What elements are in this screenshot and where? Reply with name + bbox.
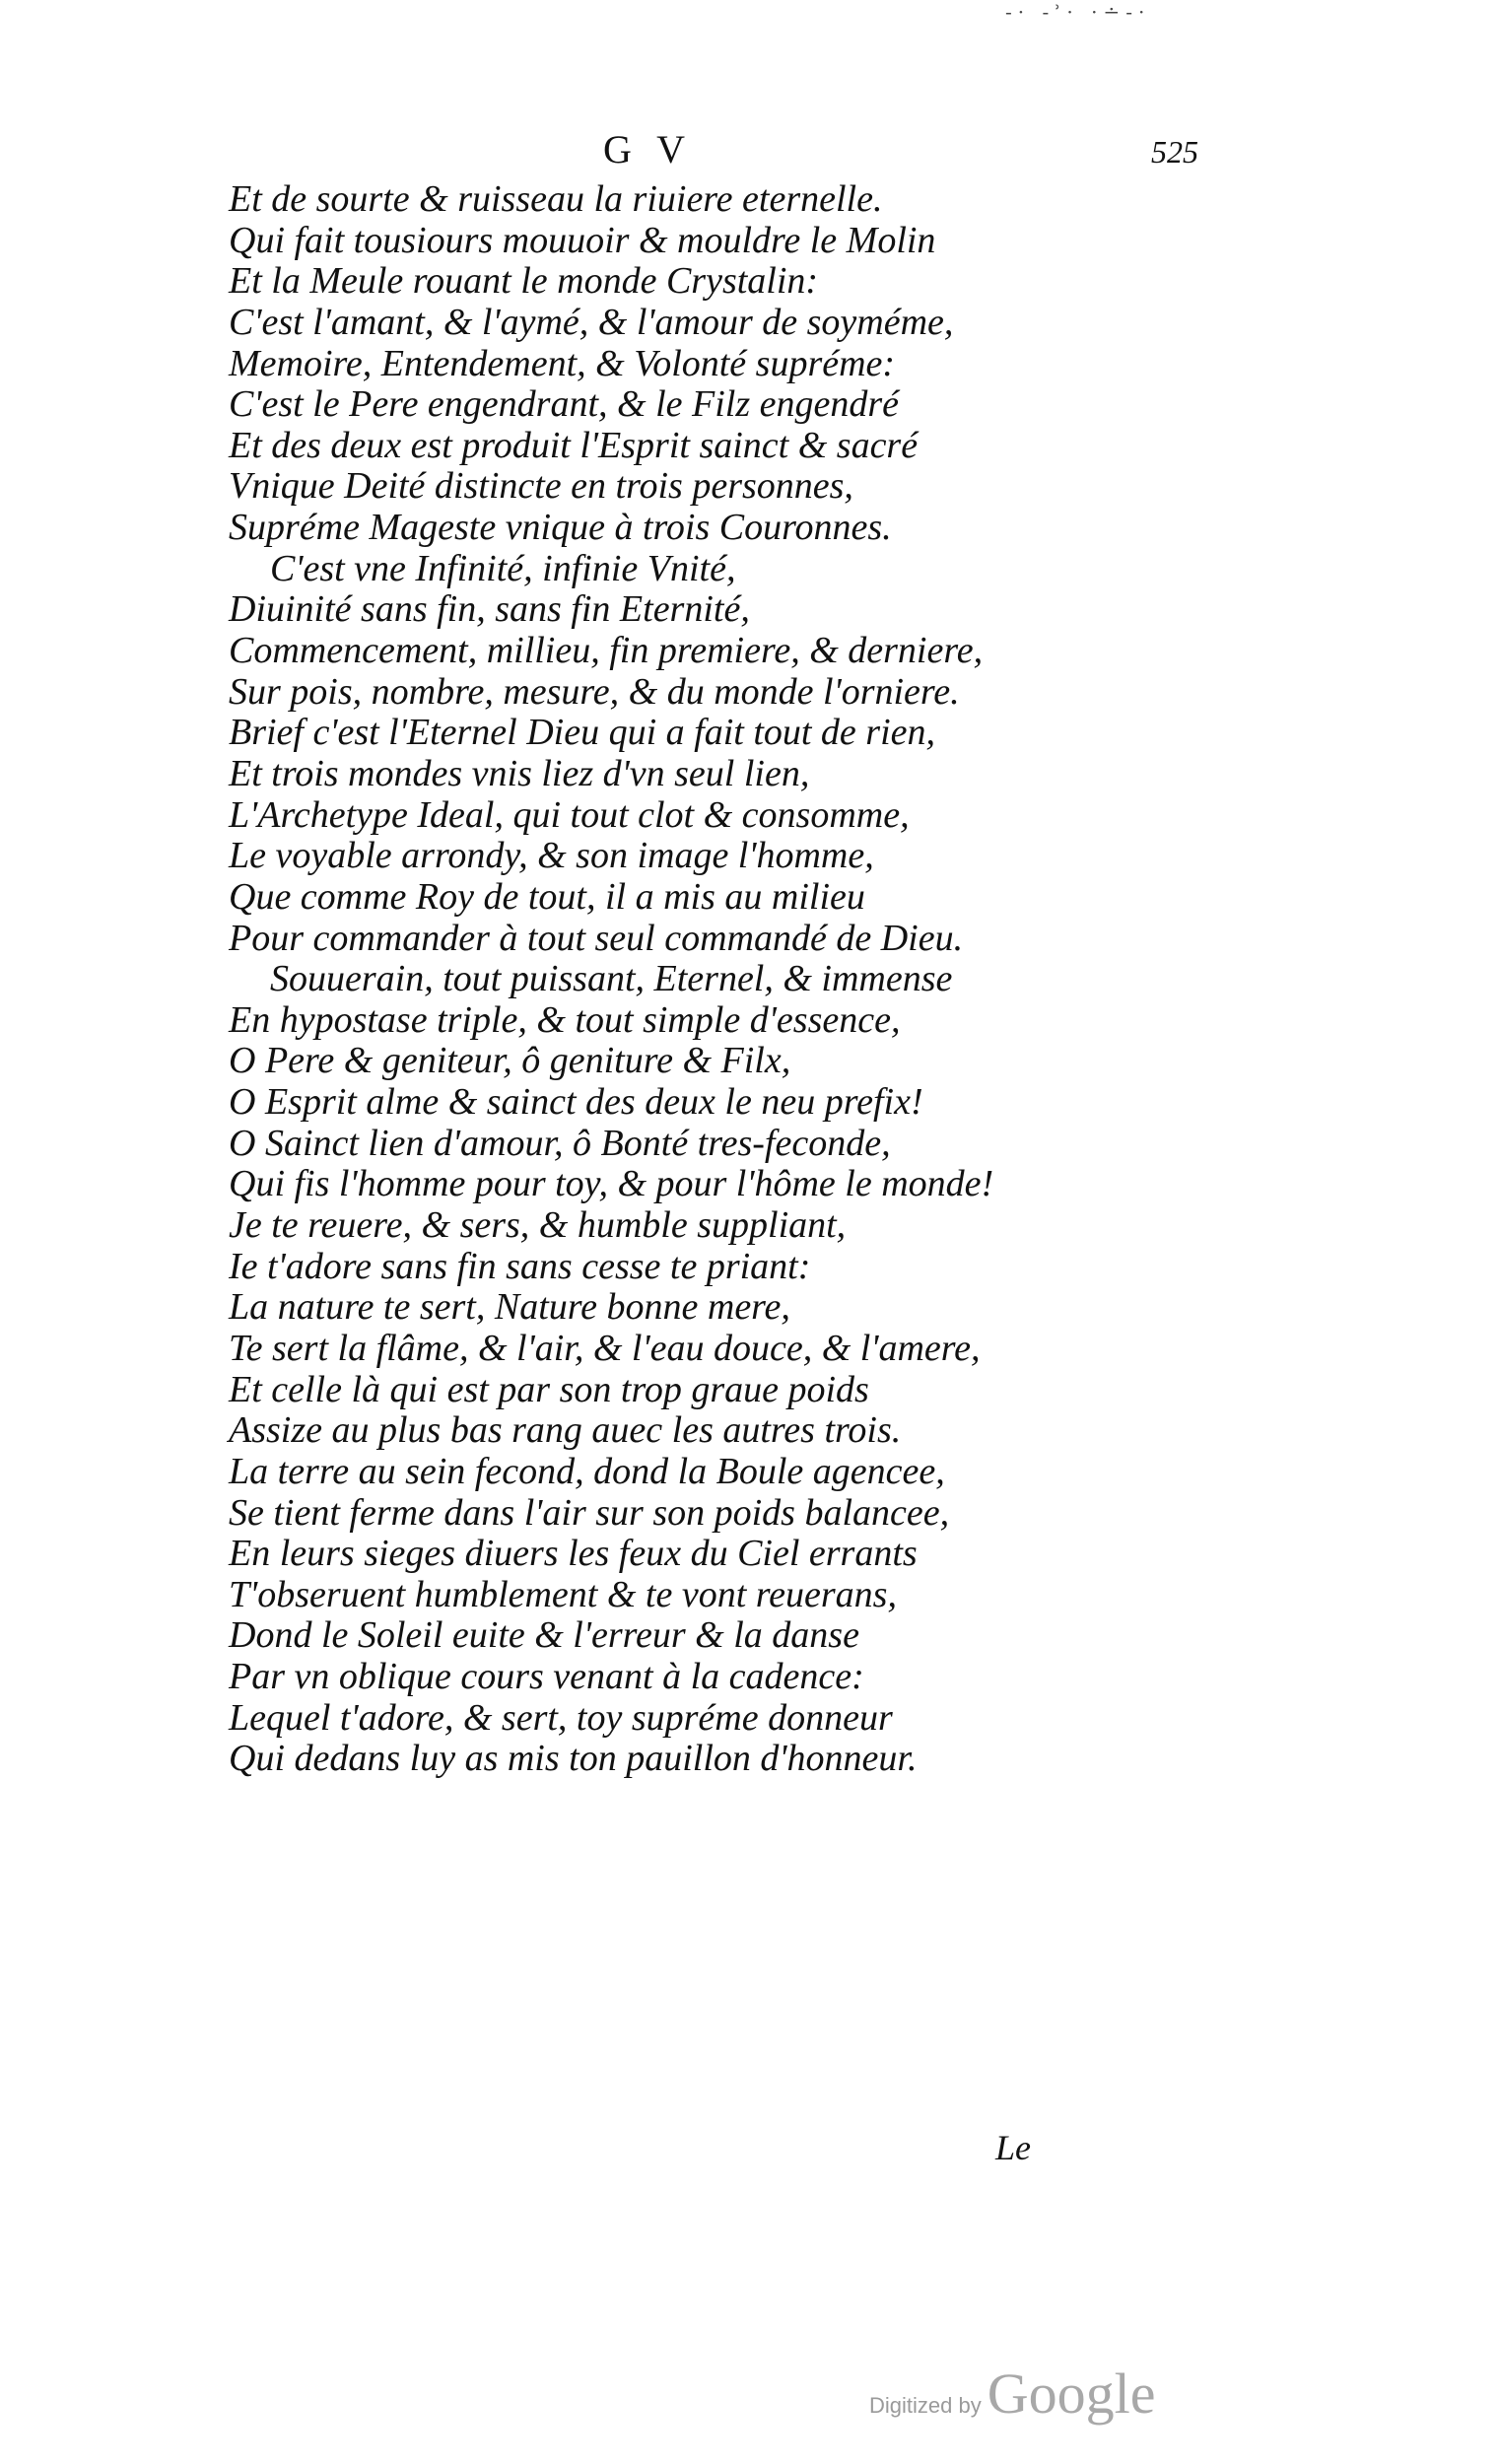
scan-speckle: -· -ʾ· ·∸-·	[1005, 0, 1151, 24]
google-logo: Google	[987, 2361, 1156, 2426]
poem-line: Qui fait tousiours mouuoir & mouldre le Molin	[229, 219, 936, 261]
poem-line: Je te reuere, & sers, & humble suppliant,	[229, 1204, 847, 1247]
poem-line: Se tient ferme dans l'air sur son poids balancee,	[229, 1491, 950, 1534]
running-head: G V	[603, 127, 694, 171]
poem-line: En hypostase triple, & tout simple d'essence,	[229, 998, 901, 1041]
poem-line: Te sert la flâme, & l'air, & l'eau douce, & l'amere,	[229, 1327, 981, 1369]
poem-line: Ie t'adore sans fin sans cesse te priant:	[229, 1245, 811, 1287]
poem-line: Supréme Mageste vnique à trois Couronnes.	[229, 507, 892, 549]
poem-line: O Pere & geniteur, ô geniture & Filx,	[229, 1040, 791, 1082]
poem-line: Memoire, Entendement, & Volonté supréme:	[229, 342, 896, 384]
poem-line: Sur pois, nombre, mesure, & du monde l'orniere.	[229, 670, 960, 713]
poem-line: Lequel t'adore, & sert, toy supréme donneur	[229, 1696, 893, 1739]
poem-line: T'obseruent humblement & te vont reuerans,	[229, 1573, 897, 1615]
poem-line: En leurs sieges diuers les feux du Ciel errants	[229, 1533, 918, 1575]
poem-line: C'est le Pere engendrant, & le Filz engendré	[229, 383, 899, 426]
digitized-label: Digitized by	[869, 2393, 982, 2418]
poem-line: O Sainct lien d'amour, ô Bonté tres-feconde,	[229, 1122, 891, 1164]
poem-line: Et trois mondes vnis liez d'vn seul lien,	[229, 752, 810, 794]
poem-line: Brief c'est l'Eternel Dieu qui a fait tout de rien,	[229, 712, 936, 754]
page-number: 525	[1151, 134, 1198, 170]
poem-line: Et de sourte & ruisseau la riuiere eternelle.	[229, 178, 883, 220]
poem-line: L'Archetype Ideal, qui tout clot & consomme,	[229, 793, 910, 836]
poem-line: C'est l'amant, & l'aymé, & l'amour de soyméme,	[229, 301, 954, 343]
poem-line: Par vn oblique cours venant à la cadence:	[229, 1656, 864, 1698]
poem-line: La terre au sein fecond, dond la Boule agencee,	[229, 1450, 945, 1492]
poem-line: Que comme Roy de tout, il a mis au milieu	[229, 875, 865, 918]
poem-line: Assize au plus bas rang auec les autres trois.	[229, 1409, 902, 1452]
poem-line: C'est vne Infinité, infinie Vnité,	[270, 547, 736, 589]
catchword: Le	[995, 2128, 1031, 2167]
poem-text	[229, 179, 1096, 1780]
poem-line: Qui fis l'homme pour toy, & pour l'hôme le monde!	[229, 1163, 994, 1205]
poem-line: Dond le Soleil euite & l'erreur & la danse	[229, 1614, 859, 1657]
poem-line: Qui dedans luy as mis ton pauillon d'honneur.	[229, 1738, 918, 1780]
poem-line: Et la Meule rouant le monde Crystalin:	[229, 260, 819, 303]
poem-line: Commencement, millieu, fin premiere, & derniere,	[229, 630, 984, 672]
digitized-by-google-watermark	[869, 2361, 1155, 2427]
poem-line: Et celle là qui est par son trop graue poids	[229, 1368, 869, 1410]
poem-line: Diuinité sans fin, sans fin Eternité,	[229, 588, 750, 631]
poem-line: Le voyable arrondy, & son image l'homme,	[229, 835, 874, 877]
poem-line: Et des deux est produit l'Esprit sainct & sacré	[229, 424, 919, 466]
poem-line: Vnique Deité distincte en trois personnes,	[229, 465, 853, 508]
poem-line: Pour commander à tout seul commandé de Dieu.	[229, 917, 964, 959]
poem-line: O Esprit alme & sainct des deux le neu prefix!	[229, 1081, 923, 1124]
poem-line: La nature te sert, Nature bonne mere,	[229, 1286, 790, 1329]
poem-line: Souuerain, tout puissant, Eternel, & immense	[270, 958, 953, 1000]
